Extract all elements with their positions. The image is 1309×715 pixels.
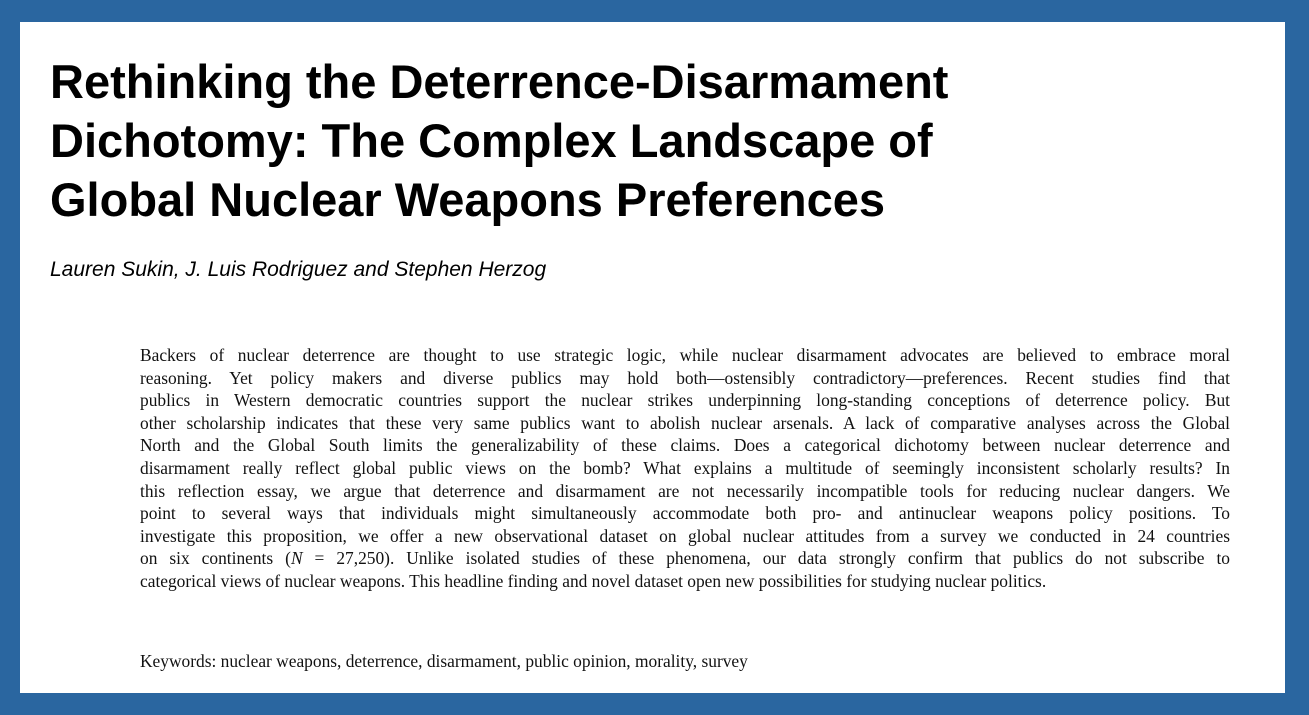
abstract-line: this reflection essay, we argue that deterrence and disarmament are not necessarily incompatible tools for reducing nuclear dangers. We (140, 480, 1230, 501)
abstract-line (140, 547, 1230, 570)
paper-abstract (140, 344, 1230, 593)
paper-title (50, 52, 1250, 229)
abstract-line: reasoning. Yet policy makers and diverse publics may hold both—ostensibly contradictory—preferences. Recent studies find that (140, 367, 1230, 388)
paper-authors: Lauren Sukin, J. Luis Rodriguez and Stephen Herzog (50, 258, 547, 281)
abstract-line: investigate this proposition, we offer a new observational dataset on global nuclear attitudes from a survey we conducted in 24 countries (140, 525, 1230, 546)
paper-keywords: Keywords: nuclear weapons, deterrence, disarmament, public opinion, morality, survey (140, 651, 748, 671)
abstract-text: on six continents ( (140, 548, 291, 569)
title-line: Rethinking the Deterrence-Disarmament (50, 55, 949, 108)
abstract-line: disarmament really reflect global public views on the bomb? What explains a multitude of seemingly inconsistent scholarly results? In (140, 457, 1230, 478)
abstract-line: point to several ways that individuals might simultaneously accommodate both pro- and antinuclear weapons policy positions. To (140, 503, 1230, 524)
abstract-line: categorical views of nuclear weapons. This headline finding and novel dataset open new possibilities for studying nuclear politics. (140, 570, 1047, 591)
abstract-line: publics in Western democratic countries support the nuclear strikes underpinning long-standing conceptions of deterrence policy. But (140, 390, 1230, 411)
abstract-line: North and the Global South limits the generalizability of these claims. Does a categorical dichotomy between nuclear deterrence and (140, 435, 1230, 456)
sample-size-symbol: N (290, 548, 303, 569)
paper-page (20, 22, 1285, 693)
title-line: Dichotomy: The Complex Landscape of (50, 114, 933, 167)
abstract-line: other scholarship indicates that these very same publics want to abolish nuclear arsenals. A lack of comparative analyses across the Global (140, 412, 1230, 433)
abstract-text: = 27,250). Unlike isolated studies of these phenomena, our data strongly confirm that publics do not subscribe to (302, 548, 1230, 569)
abstract-line: Backers of nuclear deterrence are thought to use strategic logic, while nuclear disarmament advocates are believed to embrace moral (140, 345, 1230, 365)
title-line: Global Nuclear Weapons Preferences (50, 173, 886, 226)
